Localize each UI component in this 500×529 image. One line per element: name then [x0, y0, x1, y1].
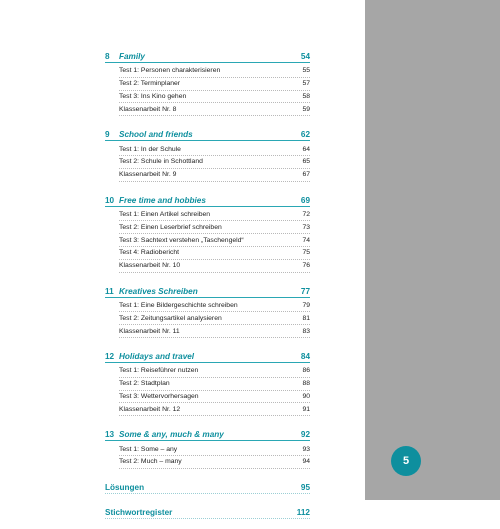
toc-entry[interactable] [119, 221, 310, 234]
section-title: Some & any, much & many [119, 430, 224, 440]
entry-page: 58 [302, 92, 310, 100]
section-number: 8 [105, 52, 110, 61]
entry-page: 83 [302, 327, 310, 335]
toc-entry[interactable] [119, 378, 310, 391]
gray-side-bar [365, 0, 500, 500]
page-number-badge: 5 [391, 446, 421, 476]
entry-page: 76 [302, 262, 310, 270]
toc-entry[interactable] [119, 312, 310, 325]
section-number: 11 [105, 286, 114, 296]
section-heading[interactable] [105, 283, 310, 298]
toc-entry[interactable] [119, 260, 310, 273]
entry-page: 65 [302, 158, 310, 166]
entry-page: 72 [302, 210, 310, 218]
entry-label: Klassenarbeit Nr. 11 [119, 327, 180, 335]
entry-page: 88 [302, 380, 310, 388]
entry-label: Klassenarbeit Nr. 12 [119, 405, 181, 413]
entry-label: Test 1: Reiseführer nutzen [119, 367, 199, 375]
toc-entry[interactable] [119, 391, 310, 404]
toc-entry[interactable] [119, 78, 310, 91]
extra-page: 112 [296, 507, 310, 517]
entry-page: 73 [302, 223, 310, 231]
section-title: Holidays and travel [119, 351, 195, 361]
entry-label: Test 3: Sachtext verstehen „Taschengeld“ [119, 236, 244, 244]
toc-entry[interactable] [119, 91, 310, 104]
entry-page: 91 [302, 405, 310, 413]
entry-label: Test 2: Much – many [119, 458, 182, 466]
toc-entry[interactable] [119, 247, 310, 260]
entry-page: 59 [302, 105, 310, 113]
entry-page: 79 [302, 301, 310, 309]
section-heading[interactable] [105, 192, 310, 207]
entry-label: Test 2: Zeitungsartikel analysieren [119, 314, 222, 322]
entry-label: Test 3: Ins Kino gehen [119, 92, 187, 100]
extra-title: Stichwortregister [105, 507, 173, 517]
section-heading[interactable] [105, 126, 310, 141]
section-page: 84 [300, 351, 310, 361]
extra-page: 95 [300, 482, 310, 492]
entry-label: Test 1: Einen Artikel schreiben [119, 210, 211, 218]
toc-entry[interactable] [119, 456, 310, 469]
toc-section [105, 192, 310, 273]
section-heading[interactable] [105, 426, 310, 441]
entry-label: Test 1: Personen charakterisieren [119, 67, 221, 75]
section-number: 12 [105, 351, 115, 361]
entry-page: 86 [302, 367, 310, 375]
toc-entry[interactable] [119, 209, 310, 222]
toc-entry[interactable] [119, 103, 310, 116]
section-page: 69 [300, 195, 310, 205]
toc-section [105, 126, 310, 181]
entry-label: Test 3: Wettervorhersagen [119, 392, 199, 400]
section-title: Kreatives Schreiben [119, 286, 198, 296]
toc-entry[interactable] [119, 403, 310, 416]
solutions-heading[interactable] [105, 479, 310, 494]
section-page: 54 [300, 52, 310, 61]
entry-page: 57 [302, 80, 310, 88]
entry-label: Test 1: In der Schule [119, 145, 181, 153]
toc-section [105, 426, 310, 469]
section-heading[interactable] [105, 48, 310, 63]
toc-section [105, 48, 310, 116]
section-page: 92 [300, 430, 310, 440]
entry-label: Klassenarbeit Nr. 10 [119, 262, 181, 270]
entry-label: Test 1: Eine Bildergeschichte schreiben [119, 301, 238, 309]
entry-page: 75 [302, 249, 310, 257]
section-heading[interactable] [105, 348, 310, 363]
toc-section [105, 283, 310, 338]
section-page: 77 [300, 286, 310, 296]
entry-label: Klassenarbeit Nr. 9 [119, 171, 177, 179]
entry-page: 55 [302, 67, 310, 75]
section-number: 13 [105, 430, 115, 440]
section-number: 10 [105, 195, 115, 205]
entry-label: Test 2: Terminplaner [119, 80, 181, 88]
toc-entry[interactable] [119, 156, 310, 169]
entry-page: 94 [302, 458, 310, 466]
section-title: Family [119, 52, 145, 61]
section-page: 62 [300, 130, 310, 140]
table-of-contents [105, 48, 310, 529]
extra-title: Lösungen [105, 482, 145, 492]
entry-label: Test 4: Radiobericht [119, 249, 180, 257]
entry-page: 81 [302, 314, 310, 322]
entry-label: Test 2: Einen Leserbrief schreiben [119, 223, 222, 231]
toc-entry[interactable] [119, 365, 310, 378]
toc-entry[interactable] [119, 300, 310, 313]
index-heading[interactable] [105, 504, 310, 519]
section-number: 9 [105, 130, 110, 140]
section-title: School and friends [119, 130, 193, 140]
entry-page: 90 [302, 392, 310, 400]
toc-entry[interactable] [119, 65, 310, 78]
entry-label: Test 2: Stadtplan [119, 380, 170, 388]
entry-label: Test 1: Some – any [119, 445, 178, 453]
entry-page: 64 [302, 145, 310, 153]
toc-entry[interactable] [119, 143, 310, 156]
entry-label: Klassenarbeit Nr. 8 [119, 105, 177, 113]
toc-entry[interactable] [119, 325, 310, 338]
entry-page: 93 [302, 445, 310, 453]
section-title: Free time and hobbies [119, 195, 206, 205]
entry-page: 74 [302, 236, 310, 244]
entry-label: Test 2: Schule in Schottland [119, 158, 203, 166]
toc-entry[interactable] [119, 169, 310, 182]
entry-page: 67 [302, 171, 310, 179]
toc-entry[interactable] [119, 234, 310, 247]
toc-section [105, 348, 310, 416]
toc-entry[interactable] [119, 443, 310, 456]
